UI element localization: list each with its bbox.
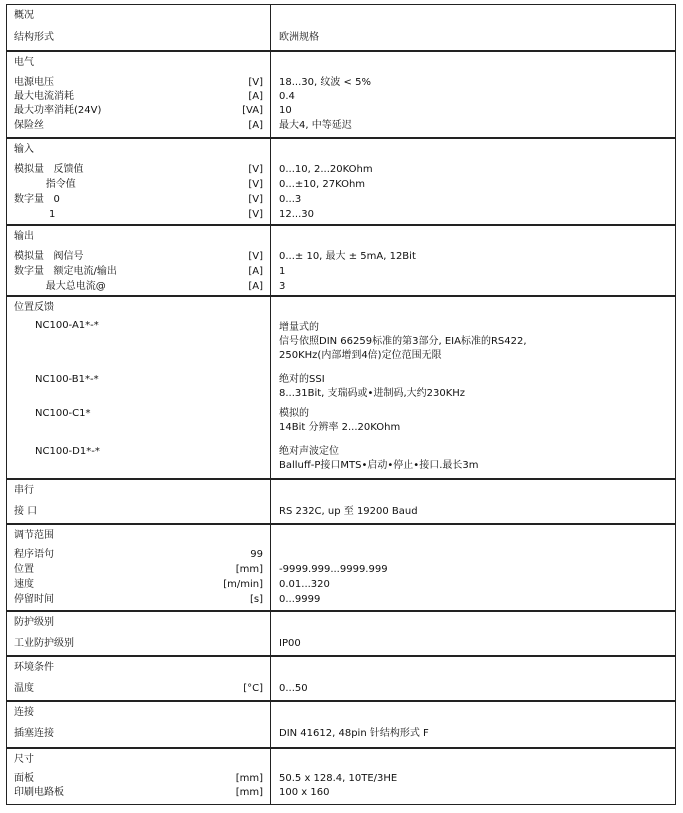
row-label: 温度 — [14, 683, 34, 694]
feedback-desc-line: 绝对的SSI — [279, 374, 325, 385]
row-value: 50.5 x 128.4, 10TE/3HE — [279, 773, 398, 784]
section-title: 防护级别 — [14, 617, 54, 628]
column-divider — [270, 139, 271, 224]
row-label: 最大总电流@ — [14, 281, 106, 292]
feedback-desc-line: 250KHz(内部增到4倍)定位范围无限 — [279, 350, 442, 361]
column-divider — [270, 5, 271, 50]
section-title: 连接 — [14, 707, 34, 718]
spec-section — [6, 51, 676, 138]
spec-section — [6, 138, 676, 225]
row-label: 1 — [14, 209, 56, 220]
row-value: 10 — [279, 105, 292, 116]
row-value: DIN 41612, 48pin 针结构形式 F — [279, 728, 429, 739]
row-value: 0...±10, 27KOhm — [279, 179, 366, 190]
row-value: 最大4, 中等延迟 — [279, 120, 352, 131]
row-value: 3 — [279, 281, 286, 292]
column-divider — [270, 480, 271, 523]
row-value: 100 x 160 — [279, 787, 330, 798]
row-label: 保险丝 — [14, 120, 44, 131]
feedback-model: NC100-D1*-* — [35, 446, 100, 457]
column-divider — [270, 226, 271, 295]
feedback-model: NC100-B1*-* — [35, 374, 99, 385]
column-divider — [270, 612, 271, 655]
feedback-desc-line: 绝对声波定位 — [279, 446, 339, 457]
feedback-desc-line: 增量式的 — [279, 322, 319, 333]
section-title: 输出 — [14, 231, 34, 242]
row-unit: [A] — [248, 91, 263, 102]
row-unit: [V] — [248, 251, 263, 262]
row-label: 电源电压 — [14, 77, 54, 88]
column-divider — [270, 749, 271, 804]
row-label: 位置 — [14, 564, 34, 575]
feedback-model: NC100-C1* — [35, 408, 91, 419]
row-value: 0...10, 2...20KOhm — [279, 164, 373, 175]
row-value: 0...50 — [279, 683, 308, 694]
feedback-desc-line: 模拟的 — [279, 408, 309, 419]
row-value: -9999.999...9999.999 — [279, 564, 388, 575]
row-unit: [V] — [248, 77, 263, 88]
column-divider — [270, 52, 271, 137]
feedback-desc-line: 14Bit 分辨率 2...20KOhm — [279, 422, 401, 433]
spec-section — [6, 656, 676, 701]
column-divider — [270, 702, 271, 747]
row-unit: [m/min] — [223, 579, 263, 590]
row-value: RS 232C, up 至 19200 Baud — [279, 506, 418, 517]
row-label: 数字量 0 — [14, 194, 60, 205]
row-value: 0...3 — [279, 194, 302, 205]
feedback-desc-line: 信号依照DIN 66259标准的第3部分, EIA标准的RS422, — [279, 336, 527, 347]
row-label: 印刷电路板 — [14, 787, 64, 798]
row-unit: [mm] — [235, 787, 263, 798]
feedback-model: NC100-A1*-* — [35, 320, 99, 331]
spec-section — [6, 748, 676, 805]
row-value: 18...30, 纹波 < 5% — [279, 77, 371, 88]
row-label: 插塞连接 — [14, 728, 54, 739]
row-value: 1 — [279, 266, 286, 277]
spec-section — [6, 479, 676, 524]
spec-section — [6, 611, 676, 656]
row-label: 模拟量 反馈值 — [14, 164, 84, 175]
row-unit: [V] — [248, 209, 263, 220]
row-unit: [V] — [248, 164, 263, 175]
section-title: 概况 — [14, 10, 34, 21]
section-title: 串行 — [14, 485, 34, 496]
row-unit: [V] — [248, 179, 263, 190]
row-unit: [°C] — [243, 683, 263, 694]
row-label: 程序语句 — [14, 549, 54, 560]
row-value: 0.01...320 — [279, 579, 330, 590]
column-divider — [270, 297, 271, 478]
spec-section — [6, 524, 676, 611]
row-unit: [VA] — [242, 105, 263, 116]
section-title: 电气 — [14, 57, 34, 68]
spec-section — [6, 296, 676, 479]
row-label: 速度 — [14, 579, 34, 590]
row-unit: [A] — [248, 266, 263, 277]
row-value: 0.4 — [279, 91, 295, 102]
row-unit: [A] — [248, 120, 263, 131]
row-value: 欧洲规格 — [279, 32, 319, 43]
feedback-desc-line: Balluff-P接口MTS•启动•停止•接口.最长3m — [279, 460, 479, 471]
row-value: 12...30 — [279, 209, 314, 220]
row-unit: [s] — [249, 594, 263, 605]
spec-section — [6, 701, 676, 748]
row-label: 指令值 — [14, 179, 76, 190]
spec-section — [6, 4, 676, 51]
feedback-desc-line: 8...31Bit, 支瑞码或•进制码,大约230KHz — [279, 388, 466, 399]
row-label: 停留时间 — [14, 594, 54, 605]
section-title: 尺寸 — [14, 754, 34, 765]
section-title: 调节范围 — [14, 530, 54, 541]
row-label: 最大功率消耗(24V) — [14, 105, 102, 116]
row-label: 数字量 额定电流/输出 — [14, 266, 117, 277]
row-label: 面板 — [14, 773, 34, 784]
row-label: 工业防护级别 — [14, 638, 74, 649]
row-label: 接 口 — [14, 506, 38, 517]
row-unit: [V] — [248, 194, 263, 205]
row-value: IP00 — [279, 638, 301, 649]
column-divider — [270, 525, 271, 610]
row-value: 0...9999 — [279, 594, 321, 605]
row-unit: [mm] — [235, 564, 263, 575]
section-title: 位置反馈 — [14, 302, 54, 313]
row-unit: [A] — [248, 281, 263, 292]
row-label: 结构形式 — [14, 32, 54, 43]
row-label: 最大电流消耗 — [14, 91, 74, 102]
column-divider — [270, 657, 271, 700]
row-value: 0...± 10, 最大 ± 5mA, 12Bit — [279, 251, 416, 262]
spec-section — [6, 225, 676, 296]
row-unit: 99 — [250, 549, 263, 560]
row-label: 模拟量 阀信号 — [14, 251, 84, 262]
section-title: 输入 — [14, 144, 34, 155]
section-title: 环境条件 — [14, 662, 54, 673]
row-unit: [mm] — [235, 773, 263, 784]
